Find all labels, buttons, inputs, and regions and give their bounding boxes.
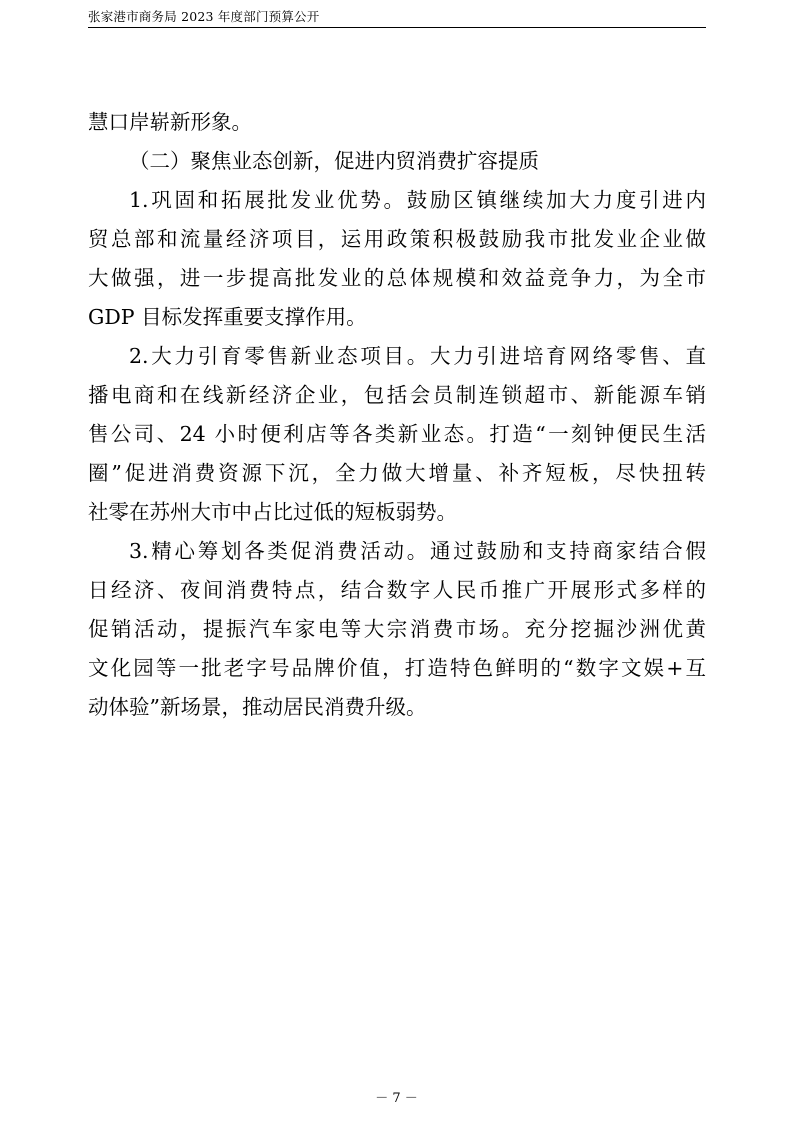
text-line: 大做强，进一步提高批发业的总体规模和效益竞争力，为全市: [88, 266, 706, 290]
text-line: 圈”促进消费资源下沉，全力做大增量、补齐短板，尽快扭转: [88, 461, 706, 485]
text-line: 动体验”新场景，推动居民消费升级。: [88, 695, 427, 719]
page-number: － 7 －: [375, 1091, 418, 1106]
text-line: 3.精心筹划各类促消费活动。通过鼓励和支持商家结合假: [129, 539, 706, 563]
text-line: 2.大力引育零售新业态项目。大力引进培育网络零售、直: [129, 344, 706, 368]
text-line: 贸总部和流量经济项目，运用政策积极鼓励我市批发业企业做: [88, 227, 706, 251]
text-line: 售公司、24 小时便利店等各类新业态。打造“一刻钟便民生活: [88, 422, 706, 446]
header-divider: [88, 27, 706, 28]
text-line: 1.巩固和拓展批发业优势。鼓励区镇继续加大力度引进内: [129, 188, 706, 212]
text-line: GDP 目标发挥重要支撑作用。: [88, 305, 367, 329]
text-line: 促销活动，提振汽车家电等大宗消费市场。充分挖掘沙洲优黄: [88, 617, 706, 641]
text-line: 文化园等一批老字号品牌价值，打造特色鲜明的“数字文娱+互: [88, 656, 706, 680]
running-header: 张家港市商务局 2023 年度部门预算公开: [88, 9, 320, 24]
text-line: 社零在苏州大市中占比过低的短板弱势。: [88, 500, 457, 524]
text-line: 播电商和在线新经济企业，包括会员制连锁超市、新能源车销: [88, 383, 706, 407]
text-line: 慧口岸崭新形象。: [88, 110, 252, 134]
text-line: 日经济、夜间消费特点，结合数字人民币推广开展形式多样的: [88, 578, 706, 602]
text-line: （二）聚焦业态创新，促进内贸消费扩容提质: [129, 149, 539, 173]
document-body: [88, 103, 706, 727]
